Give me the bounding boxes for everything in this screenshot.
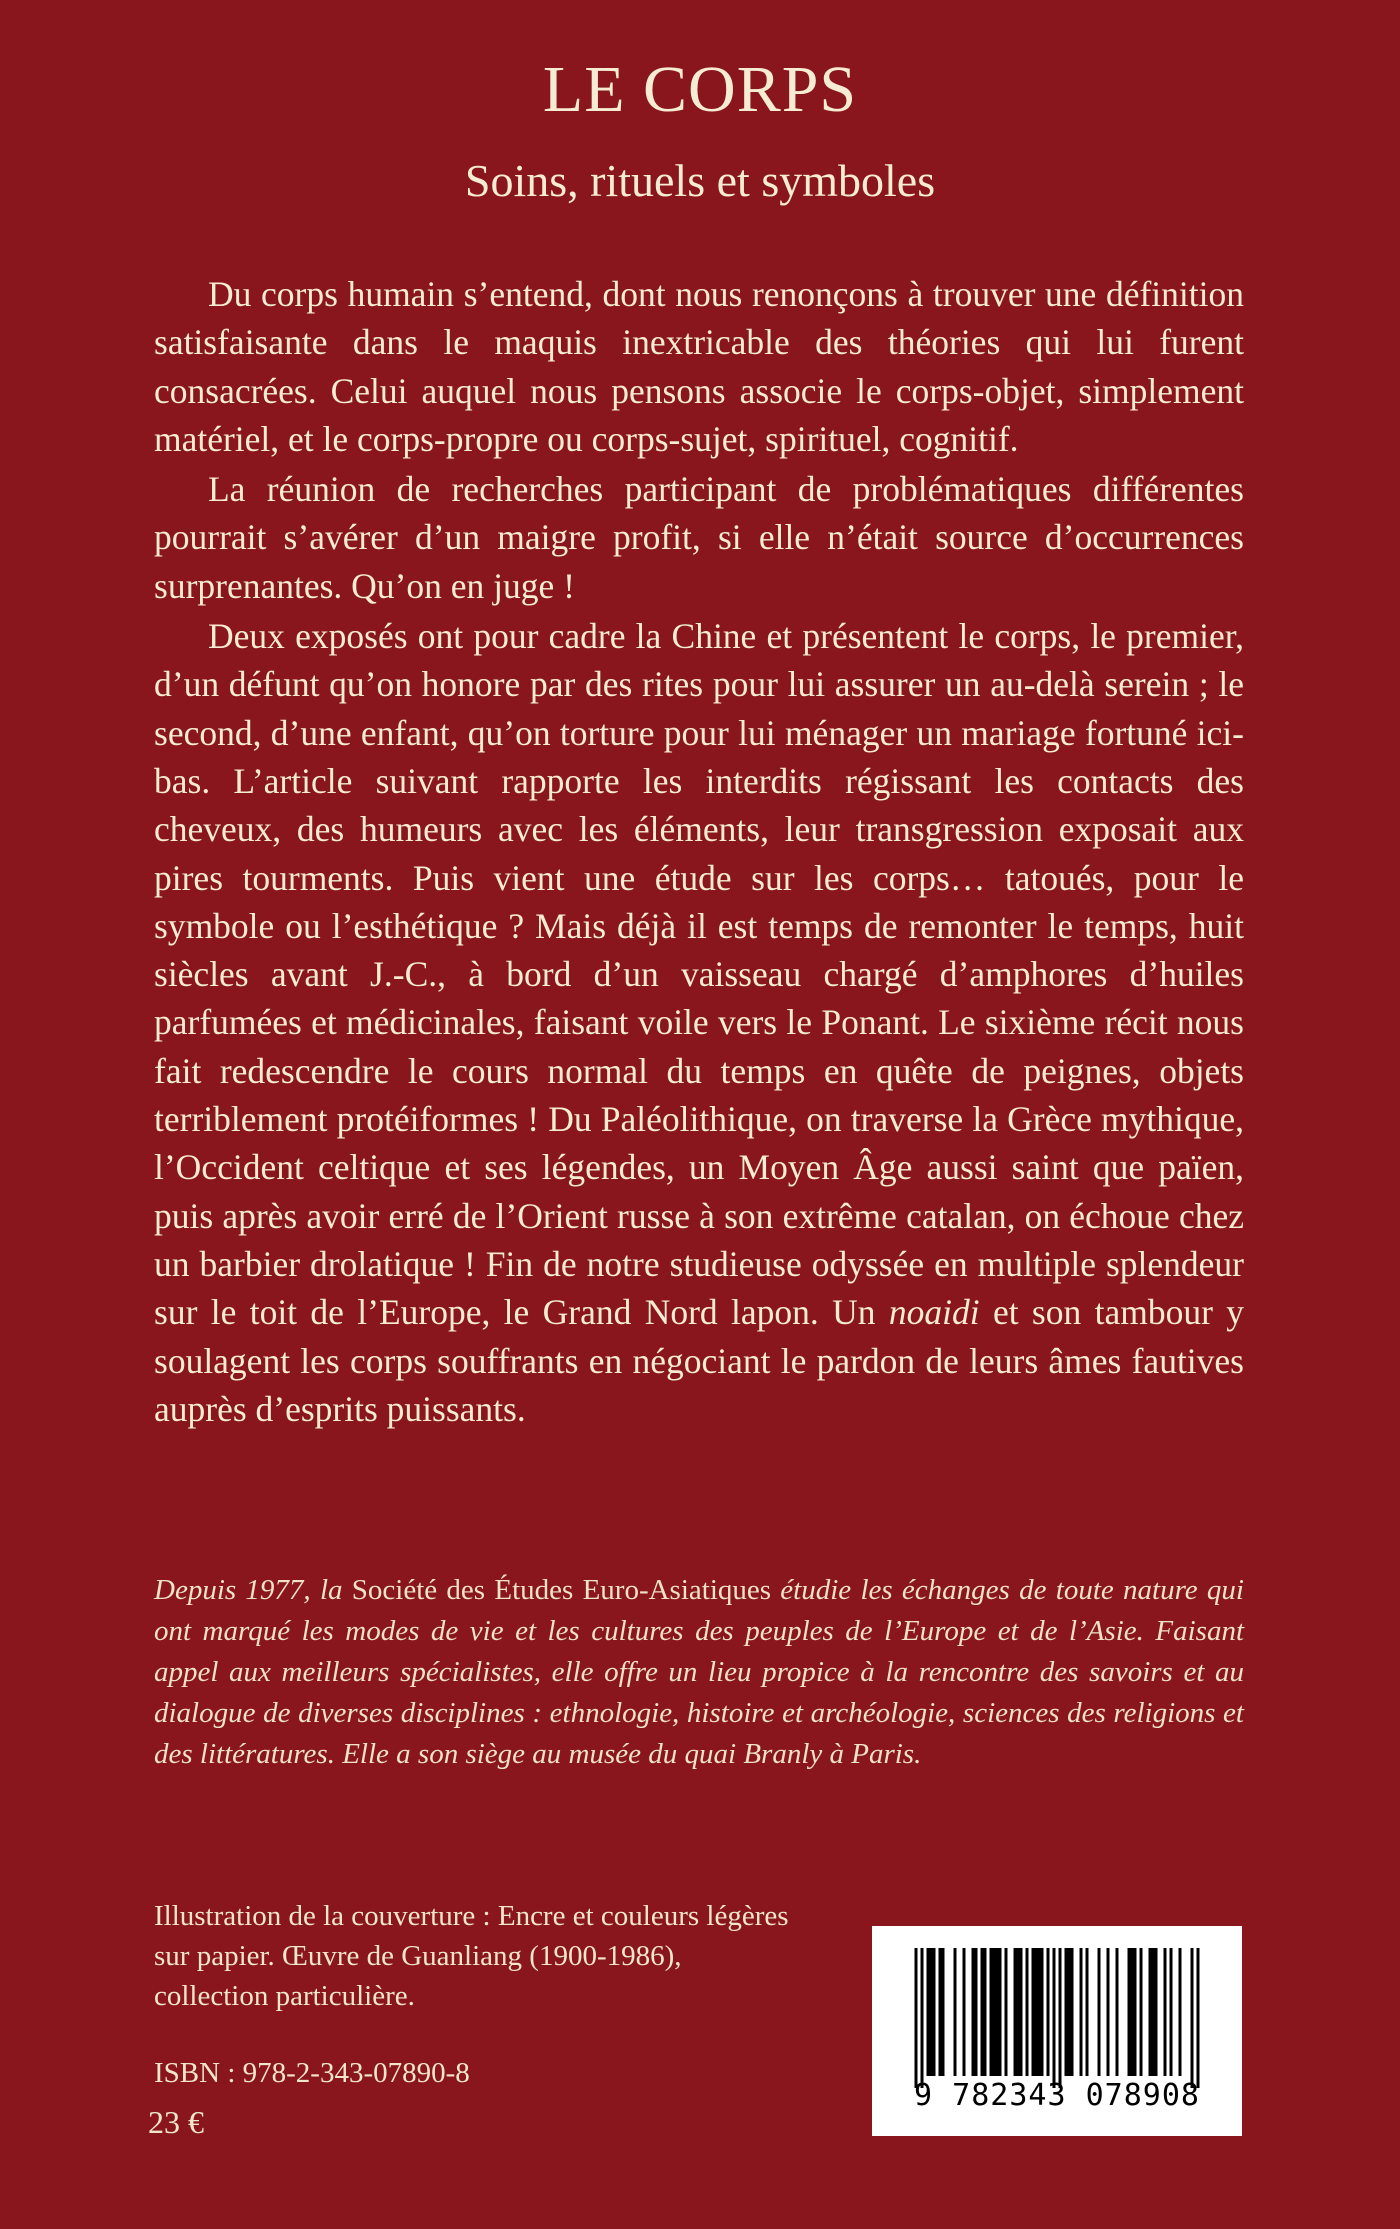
barcode-bar (999, 1948, 1002, 2076)
barcode-bar (1080, 1948, 1083, 2076)
barcode-bar (1170, 1948, 1173, 2076)
barcode-bar (1134, 1948, 1137, 2076)
barcode-bar (954, 1948, 957, 2076)
society-description (154, 1570, 1244, 1775)
barcode-bar (993, 1948, 996, 2076)
barcode-bar (1020, 1948, 1023, 2076)
book-title: LE CORPS (542, 53, 858, 126)
barcode-bar (1116, 1948, 1119, 2076)
noaidi-term: noaidi (888, 1292, 980, 1333)
barcode-bar (984, 1948, 987, 2076)
society-name: Société des Études Euro-Asiatiques (351, 1574, 772, 1606)
barcode-bar (1038, 1948, 1041, 2076)
barcode-bar (1140, 1948, 1143, 2076)
barcode-bar (927, 1948, 930, 2076)
blurb-paragraph-3-start: Deux exposés ont pour cadre la Chine et présentent le corps, le premier, d’un défunt qu’on honore par des rites pour lui assurer un au-delà serein ; le second, d’une enfant, qu’on torture pour lui ménager un mariage fortuné ici-bas. L’article suivant rapporte les interdits régissant les contacts des cheveux, des humeurs avec les éléments, leur transgression exposait aux pires tourments. Puis vient une étude sur les corps… tatoués, pour le symbole ou l’esthétique ? Mais déjà il est temps de remonter le temps, huit siècles avant J.-C., à bord d’un vaisseau chargé d’amphores d’huiles parfumées et médicinales, faisant voile vers le Ponant. Le sixième récit nous fait redescendre le cours normal du temps en quête de peignes, objets terriblement protéiformes ! Du Paléolithique, on traverse la Grèce mythique, l’Occident celtique et ses légendes, un Moyen Âge aussi saint que païen, puis après avoir erré de l’Orient russe à son extrême catalan, on échoue chez un barbier drolatique ! Fin de notre studieuse odyssée en multiple splendeur sur le toit de l’Europe, le Grand Nord lapon. Un (154, 616, 1244, 1333)
barcode-bar (1149, 1948, 1152, 2076)
blurb-paragraph-3-end: et son tambour y soulagent les corps souffrants en négociant le pardon de leurs âmes fautives auprès d’esprits puissants. (154, 1292, 1244, 1429)
barcode-bar (981, 1948, 984, 2076)
barcode-bar (1047, 1948, 1050, 2076)
barcode-bar (1005, 1948, 1008, 2076)
price: 23 € (148, 2104, 204, 2140)
blurb-paragraph-3 (154, 612, 1244, 1433)
barcode-bar (942, 1948, 945, 2076)
barcode-bar (930, 1948, 933, 2076)
barcode-bar (1014, 1948, 1017, 2076)
barcode-bar (963, 1948, 966, 2076)
barcode (872, 1926, 1242, 2136)
barcode-bar (1152, 1948, 1155, 2076)
society-intro: Depuis 1977, la (154, 1574, 352, 1606)
barcode-bar (1179, 1948, 1182, 2076)
book-subtitle: Soins, rituels et symboles (464, 155, 936, 206)
barcode-bar (939, 1948, 942, 2076)
barcode-bar (1071, 1948, 1074, 2076)
barcode-bar (1086, 1948, 1089, 2076)
barcode-bar (1068, 1948, 1071, 2076)
barcode-bar (933, 1948, 936, 2076)
barcode-bar (1026, 1948, 1029, 2076)
barcode-bar (975, 1948, 978, 2076)
barcode-bar (915, 1948, 918, 2088)
barcode-bar (1017, 1948, 1020, 2076)
isbn: ISBN : 978-2-343-07890-8 (154, 2057, 470, 2089)
blurb (154, 270, 1244, 1433)
barcode-bar (1032, 1948, 1035, 2076)
barcode-bar (1107, 1948, 1110, 2076)
barcode-bar (1164, 1948, 1167, 2076)
barcode-bar (1041, 1948, 1044, 2076)
barcode-bar (921, 1948, 924, 2088)
barcode-number: 9 782343 078908 (914, 2078, 1200, 2113)
barcode-bar (996, 1948, 999, 2076)
barcode-bar (1098, 1948, 1101, 2076)
barcode-bar (1155, 1948, 1158, 2076)
barcode-bar (1053, 1948, 1056, 2088)
blurb-paragraph-1: Du corps humain s’entend, dont nous renonçons à trouver une définition satisfaisante dans le maquis inextricable des théories qui lui furent consacrées. Celui auquel nous pensons associe le corps-objet, simplement matériel, et le corps-propre ou corps-sujet, spirituel, cognitif. (154, 274, 1244, 459)
barcode-bar (1128, 1948, 1131, 2076)
barcode-bar (972, 1948, 975, 2076)
barcode-bar (1197, 1948, 1200, 2088)
society-text: étudie les échanges de toute nature qui ont marqué les modes de vie et les cultures des peuples de l’Europe et de l’Asie. Faisant appel aux meilleurs spécialistes, elle offre un lieu propice à la rencontre des savoirs et au dialogue de diverses disciplines : ethnologie, histoire et archéologie, sciences des religions et des littératures. Elle a son siège au musée du quai Branly à Paris. (154, 1574, 1244, 1770)
blurb-paragraph-2: La réunion de recherches participant de problématiques différentes pourrait s’avérer d’un maigre profit, si elle n’était source d’occurrences surprenantes. Qu’on en juge ! (154, 469, 1244, 606)
barcode-bar (990, 1948, 993, 2076)
barcode-bar (1059, 1948, 1062, 2088)
barcode-bar (1131, 1948, 1134, 2076)
barcode-bar (1191, 1948, 1194, 2088)
cover-credits: Illustration de la couverture : Encre et couleurs légères sur papier. Œuvre de Guanliang (1900-1986), collection particulière. (154, 1900, 789, 2012)
barcode-bar (1065, 1948, 1068, 2076)
barcode-bar (1035, 1948, 1038, 2076)
